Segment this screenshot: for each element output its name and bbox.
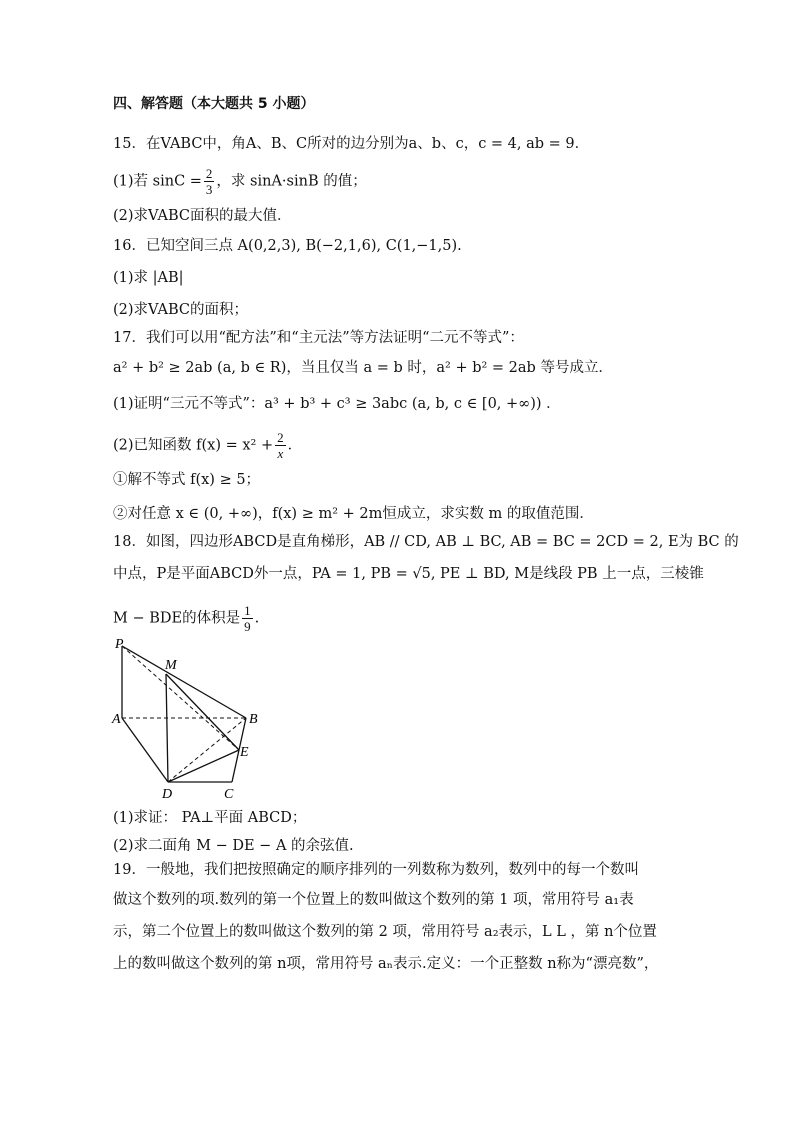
q15-stem: 15．在VABC中，角A、B、C所对的边分别为a、b、c，c = 4, ab = 9． [113, 136, 590, 152]
label-M: M [165, 658, 177, 673]
edge-DE [168, 750, 239, 782]
edge-PE [122, 646, 239, 750]
q18-part2: (2)求二面角 M − DE − A 的余弦值. [113, 838, 354, 854]
section-heading: 四、解答题（本大题共 5 小题） [113, 96, 315, 112]
label-E: E [240, 745, 249, 760]
q17-stem: 17．我们可以用“配方法”和“主元法”等方法证明“二元不等式”： [113, 330, 524, 346]
label-A: A [112, 712, 121, 727]
q18-part1: (1)求证： PA⊥平面 ABCD； [113, 810, 307, 826]
q17-part2-pre: (2)已知函数 f(x) = x² + [113, 437, 274, 454]
q17-part1: (1)证明“三元不等式”：a³ + b³ + c³ ≥ 3abc (a, b, c ∈ [0, +∞)) ． [113, 396, 561, 412]
edge-AD [122, 718, 168, 782]
label-P: P [115, 637, 124, 652]
q19-line1: 19．一般地，我们把按照确定的顺序排列的一列数称为数列，数列中的每一个数叫 [113, 862, 639, 878]
label-C: C [224, 787, 234, 802]
q15-part1-post: ，求 sinA·sinB 的值； [216, 173, 367, 190]
edge-PB [122, 646, 246, 718]
q15-part1-pre: (1)若 sinC = [113, 173, 202, 190]
label-D: D [162, 787, 173, 802]
q19-line4: 上的数叫做这个数列的第 n项，常用符号 aₙ表示.定义：一个正整数 n称为“漂亮数”， [113, 956, 659, 972]
q18-stem3-pre: M − BDE的体积是 [113, 610, 241, 627]
q18-frac-num: 1 [244, 603, 251, 618]
q15-frac-num: 2 [205, 166, 213, 181]
q17-stem2: a² + b² ≥ 2ab (a, b ∈ R)，当且仅当 a = b 时，a² + b² = 2ab 等号成立． [113, 360, 613, 376]
q16-part2: (2)求VABC的面积； [113, 302, 249, 318]
q17-frac-num: 2 [277, 430, 284, 445]
edge-MD [166, 674, 168, 782]
q18-stem3 [113, 603, 259, 634]
q16-stem: 16．已知空间三点 A(0,2,3), B(−2,1,6), C(1,−1,5). [113, 238, 462, 254]
q15-part2: (2)求VABC面积的最大值． [113, 208, 292, 224]
q15-frac-den: 3 [205, 182, 213, 197]
q17-sub2: ②对任意 x ∈ (0, +∞)，f(x) ≥ m² + 2m恒成立，求实数 m 的取值范围． [113, 506, 594, 522]
label-B: B [249, 712, 258, 727]
q17-sub1: ①解不等式 f(x) ≥ 5； [113, 472, 261, 488]
q18-fraction [242, 603, 253, 634]
q15-fraction [204, 166, 215, 197]
pyramid-diagram [108, 636, 278, 804]
q17-part2 [113, 430, 302, 461]
edge-ME [166, 674, 239, 750]
q15-part1 [113, 166, 367, 197]
q18-stem: 18．如图，四边形ABCD是直角梯形，AB // CD, AB ⊥ BC, AB = BC = 2CD = 2, E为 BC 的 [113, 534, 739, 550]
q17-fraction [275, 430, 286, 461]
q19-line2: 做这个数列的项.数列的第一个位置上的数叫做这个数列的第 1 项，常用符号 a₁表 [113, 892, 634, 908]
geometry-figure [108, 636, 278, 804]
q16-part1: (1)求 |AB| [113, 270, 184, 286]
q18-stem3-post: . [254, 610, 260, 627]
q18-frac-den: 9 [244, 619, 251, 634]
q18-stem2: 中点，P是平面ABCD外一点，PA = 1, PB = √5, PE ⊥ BD, M是线段 PB 上一点，三棱锥 [113, 566, 704, 582]
q19-line3: 示，第二个位置上的数叫做这个数列的第 2 项，常用符号 a₂表示，L L ，第 n个位置 [113, 924, 657, 940]
q17-frac-den: x [277, 446, 284, 461]
q17-part2-post: ． [287, 437, 303, 454]
